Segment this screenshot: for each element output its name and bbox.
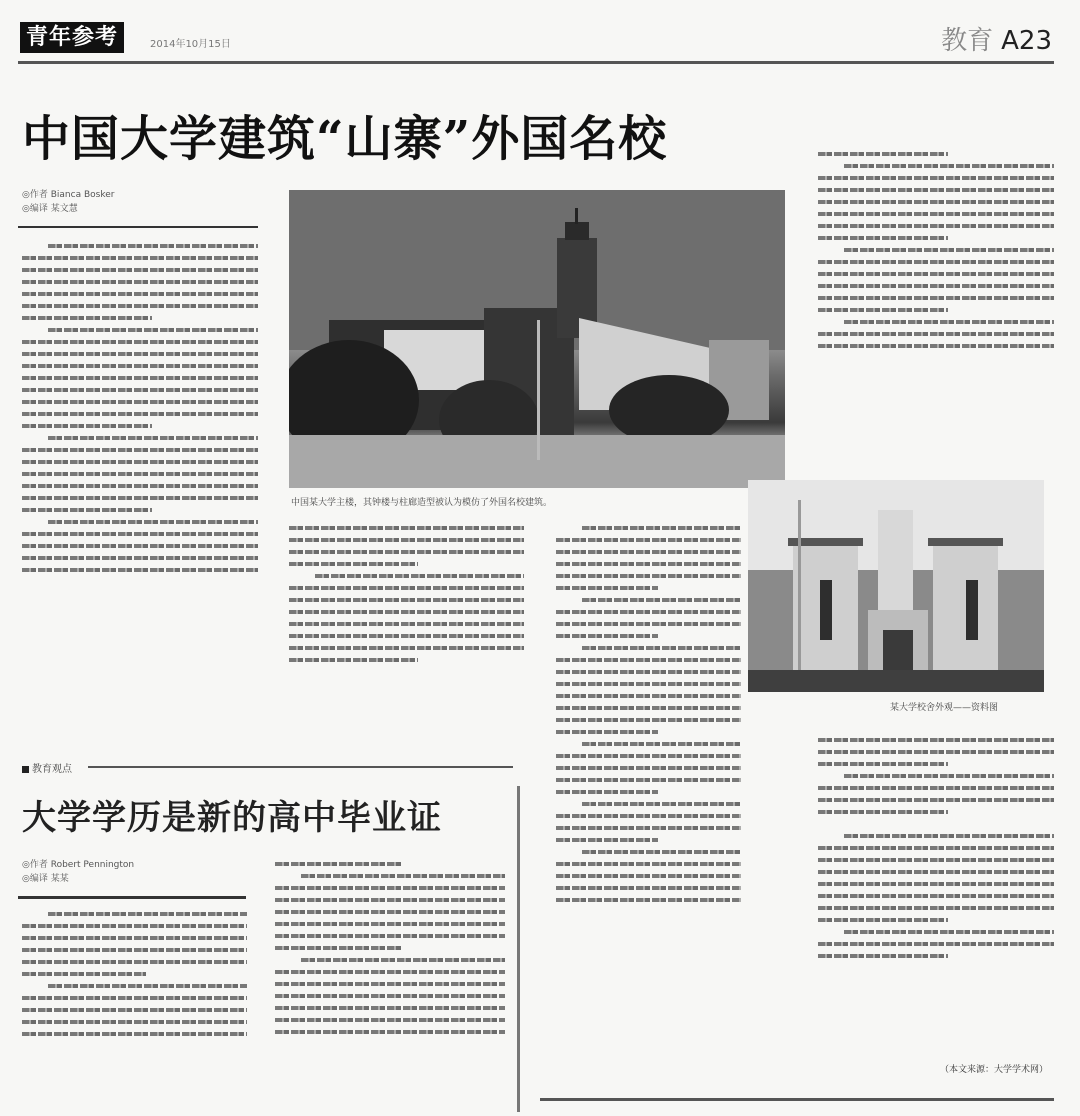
article2-column-2 (275, 862, 505, 1112)
article-column-2 (289, 526, 524, 746)
section-label (941, 20, 1052, 57)
article2-translator: 某某 (50, 874, 69, 884)
column-tag: 教育观点 (22, 760, 72, 775)
article2-author-label: ◎作者 (22, 860, 48, 870)
article2-author: Robert Pennington (50, 860, 135, 870)
byline-translator-label: ◎编译 (22, 204, 48, 214)
newspaper-masthead: 青年参考 (20, 22, 124, 53)
byline-translator: 某文慧 (50, 204, 78, 214)
building-illustration (289, 190, 785, 488)
byline-rule (18, 226, 258, 228)
article-headline: 中国大学建筑“山寨”外国名校 (22, 111, 668, 167)
article2-byline-rule (18, 896, 246, 899)
photo2-caption: 某大学校舍外观——资料图 (890, 703, 999, 713)
section-name: 教育 (941, 26, 994, 56)
facade-illustration (748, 480, 1044, 692)
article2-headline: 大学学历是新的高中毕业证 (22, 798, 442, 838)
article-column-5 (818, 738, 1054, 1068)
article-column-4 (818, 152, 1054, 472)
issue-date: 2014年10月15日 (150, 39, 231, 50)
page-number: A23 (1001, 26, 1052, 56)
byline-author: Bianca Bosker (50, 190, 115, 200)
article-source: （本文来源：大学学术网） (940, 1065, 1049, 1075)
byline (22, 188, 114, 216)
photo-university-building (289, 190, 785, 488)
header-rule (18, 61, 1054, 64)
article-column-1 (22, 244, 258, 739)
photo-caption: 中国某大学主楼，其钟楼与柱廊造型被认为模仿了外国名校建筑。 (291, 498, 553, 508)
article2-byline (22, 858, 134, 886)
article2-column-1 (22, 912, 247, 1112)
article2-translator-label: ◎编译 (22, 874, 48, 884)
bottom-rule (540, 1098, 1054, 1101)
byline-author-label: ◎作者 (22, 190, 48, 200)
article-column-3 (556, 526, 741, 1116)
article2-divider (517, 786, 520, 1112)
tag-rule (88, 766, 513, 768)
photo-university-facade (748, 480, 1044, 692)
